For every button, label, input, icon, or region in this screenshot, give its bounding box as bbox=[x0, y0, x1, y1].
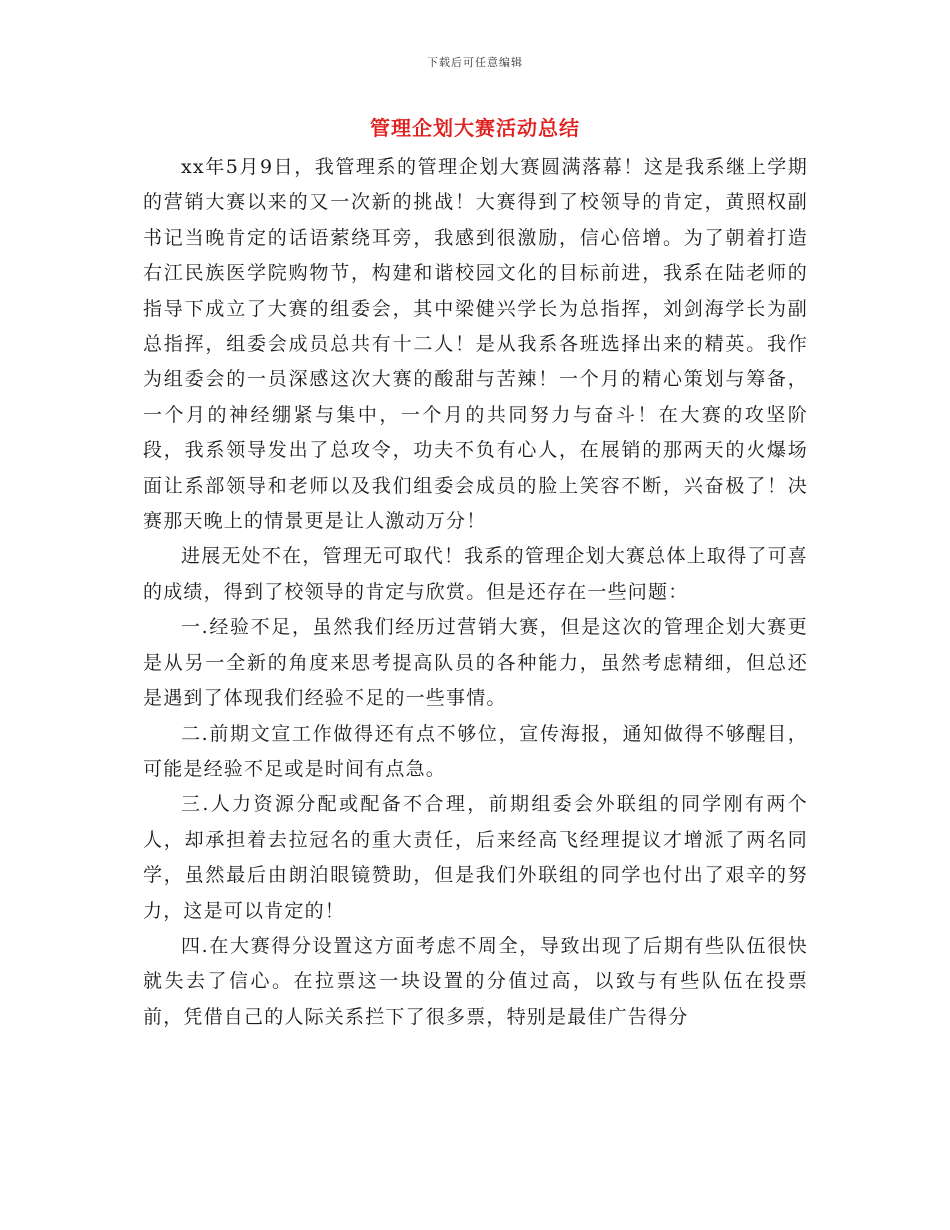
header-note: 下载后可任意编辑 bbox=[427, 56, 523, 69]
paragraph: 一.经验不足，虽然我们经历过营销大赛，但是这次的管理企划大赛更是从另一全新的角度来思考提高队员的各种能力，虽然考虑精细，但总还是遇到了体现我们经验不足的一些事情。 bbox=[143, 616, 808, 710]
document-body bbox=[143, 150, 808, 1035]
paragraph: 二.前期文宣工作做得还有点不够位，宣传海报，通知做得不够醒目，可能是经验不足或是时间有点急。 bbox=[143, 722, 808, 780]
paragraph: 进展无处不在，管理无可取代！我系的管理企划大赛总体上取得了可喜的成绩，得到了校领导的肯定与欣赏。但是还存在一些问题： bbox=[143, 545, 808, 603]
paragraph: 四.在大赛得分设置这方面考虑不周全，导致出现了后期有些队伍很快就失去了信心。在拉票这一块设置的分值过高，以致与有些队伍在投票前，凭借自己的人际关系拦下了很多票，特别是最佳广告得分 bbox=[143, 934, 808, 1028]
paragraph: 三.人力资源分配或配备不合理，前期组委会外联组的同学刚有两个人，却承担着去拉冠名的重大责任，后来经高飞经理提议才增派了两名同学，虽然最后由朗泊眼镜赞助，但是我们外联组的同学也付出了艰辛的努力，这是可以肯定的！ bbox=[143, 793, 808, 922]
document-title: 管理企划大赛活动总结 bbox=[370, 116, 580, 140]
paragraph: xx年5月9日，我管理系的管理企划大赛圆满落幕！这是我系继上学期的营销大赛以来的又一次新的挑战！大赛得到了校领导的肯定，黄照权副书记当晚肯定的话语萦绕耳旁，我感到很激励，信心倍增。为了朝着打造右江民族医学院购物节，构建和谐校园文化的目标前进，我系在陆老师的指导下成立了大赛的组委会，其中梁健兴学长为总指挥，刘剑海学长为副总指挥，组委会成员总共有十二人！是从我系各班选择出来的精英。我作为组委会的一员深感这次大赛的酸甜与苦辣！一个月的精心策划与筹备，一个月的神经绷紧与集中，一个月的共同努力与奋斗！在大赛的攻坚阶段，我系领导发出了总攻令，功夫不负有心人，在展销的那两天的火爆场面让系部领导和老师以及我们组委会成员的脸上笑容不断，兴奋极了！决赛那天晚上的情景更是让人激动万分！ bbox=[143, 156, 808, 533]
